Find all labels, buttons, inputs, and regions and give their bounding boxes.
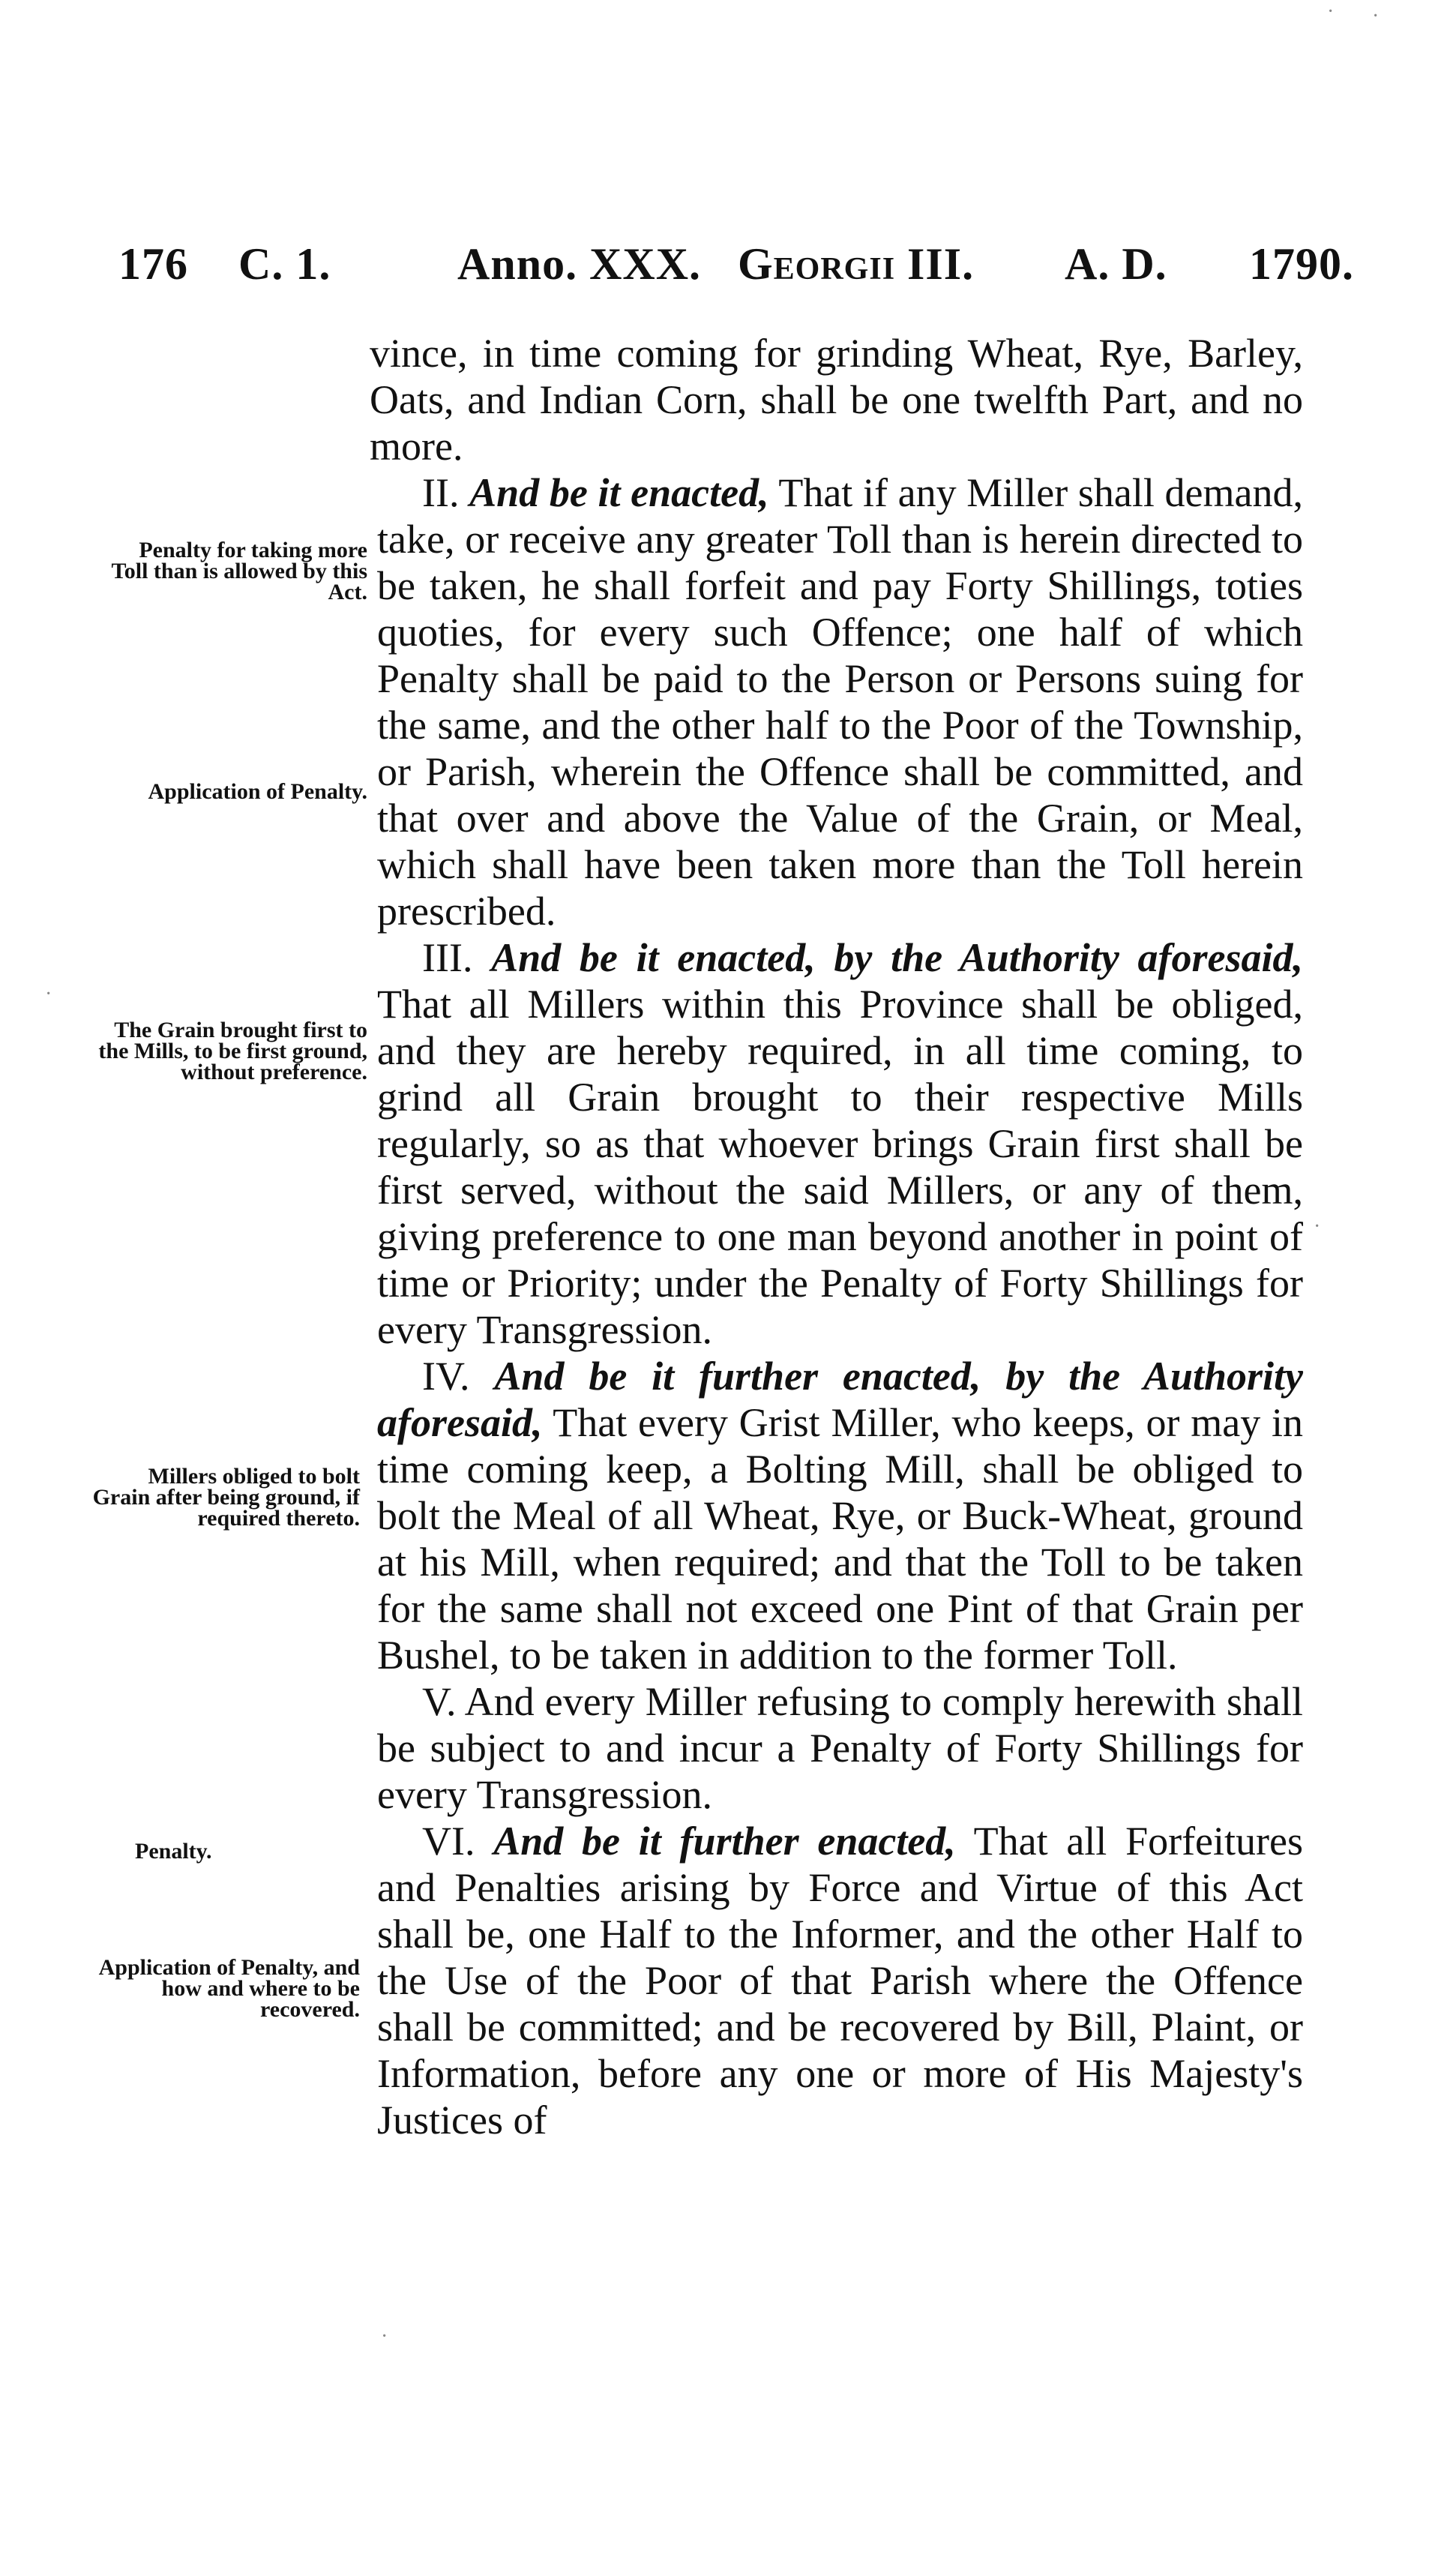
section-number: II. [422, 470, 460, 515]
sidenote-application-of-penalty: Application of Penalty. [148, 779, 367, 804]
chapter-number: C. 1. [238, 239, 331, 289]
paragraph-text: And every Miller refusing to comply herewith shall be subject to and incur a Penalty of Forty Shillings for every Transgression. [377, 1679, 1303, 1817]
sidenote-bolting-mill: Millers obliged to bolt Grain after being ground, if required thereto. [92, 1464, 360, 1531]
enacting-clause: And be it further enacted, [493, 1819, 956, 1864]
scan-speck: · [1372, 4, 1380, 28]
sidenote-penalty: Penalty. [135, 1839, 212, 1864]
paragraph-text: That all Millers within this Province shall be obliged, and they are hereby required, in all time coming, to grind all Grain brought to their respective Mills regularly, so as that whoever brings Grain first shall be first served, without the said Millers, or any of them, giving preference to one man beyond another in point of time or Priority; under the Penalty of Forty Shillings for every Transgression. [377, 982, 1303, 1352]
anno-label: Anno. XXX. [457, 239, 702, 289]
section-number: III. [422, 935, 473, 980]
enacting-clause: And be it enacted, [469, 470, 769, 515]
section-6 [377, 1818, 1303, 2143]
paragraph-continuation [370, 330, 1303, 469]
statute-text [370, 330, 1304, 2143]
scan-speck: · [381, 2325, 388, 2348]
section-2 [377, 469, 1303, 934]
section-number: VI. [422, 1819, 475, 1864]
paragraph-text: That all Forfeitures and Penalties arising by Force and Virtue of this Act shall be, one Half to the Informer, and the other Half to the Use of the Poor of that Parish where the Offence shall be committed; and be recovered by Bill, Plaint, or Information, before any one or more of His Majesty's Justices of [377, 1819, 1303, 2143]
sidenote-toll-penalty: Penalty for taking more Toll than is allowed by this Act. [111, 538, 367, 604]
paragraph-text: vince, in time coming for grinding Wheat, Rye, Barley, Oats, and Indian Corn, shall be one twelfth Part, and no more. [370, 331, 1303, 469]
year-label: 1790. [1249, 239, 1354, 289]
enacting-clause: And be it enacted, by the Authority aforesaid, [491, 935, 1304, 980]
regnal-label: Georgii III. [738, 239, 975, 289]
section-number: IV. [422, 1354, 470, 1399]
paragraph-text: That every Grist Miller, who keeps, or may in time coming keep, a Bolting Mill, shall be obliged to bolt the Meal of all Wheat, Rye, or Buck-Wheat, ground at his Mill, when required; and that the Toll to be taken for the same shall not exceed one Pint of that Grain per Bushel, to be taken in addition to the former Toll. [377, 1400, 1303, 1678]
page-number: 176 [118, 239, 188, 289]
paragraph-text: That if any Miller shall demand, take, or receive any greater Toll than is herein directed to be taken, he shall forfeit and pay Forty Shillings, toties quoties, for every such Offence; one half of which Penalty shall be paid to the Person or Persons suing for the same, and the other half to the Poor of the Township, or Parish, wherein the Offence shall be committed, and that over and above the Value of the Grain, or Meal, which shall have been taken more than the Toll herein prescribed. [377, 470, 1303, 934]
scan-speck: · [45, 982, 52, 1006]
sidenote-first-ground: The Grain brought first to the Mills, to be first ground, without preference. [98, 1018, 367, 1084]
running-header [118, 238, 1354, 298]
section-number: V. [422, 1679, 457, 1724]
section-4 [377, 1353, 1303, 1678]
scan-speck: · [1327, 0, 1335, 23]
section-5 [377, 1678, 1303, 1818]
scan-speck: · [1314, 1215, 1321, 1238]
enacting-clause: And be it further enacted, by the Authority aforesaid, [377, 1354, 1303, 1445]
sidenote-recovery: Application of Penalty, and how and where to be recovered. [98, 1955, 360, 2022]
section-3 [377, 934, 1303, 1353]
ad-label: A. D. [1065, 239, 1167, 289]
